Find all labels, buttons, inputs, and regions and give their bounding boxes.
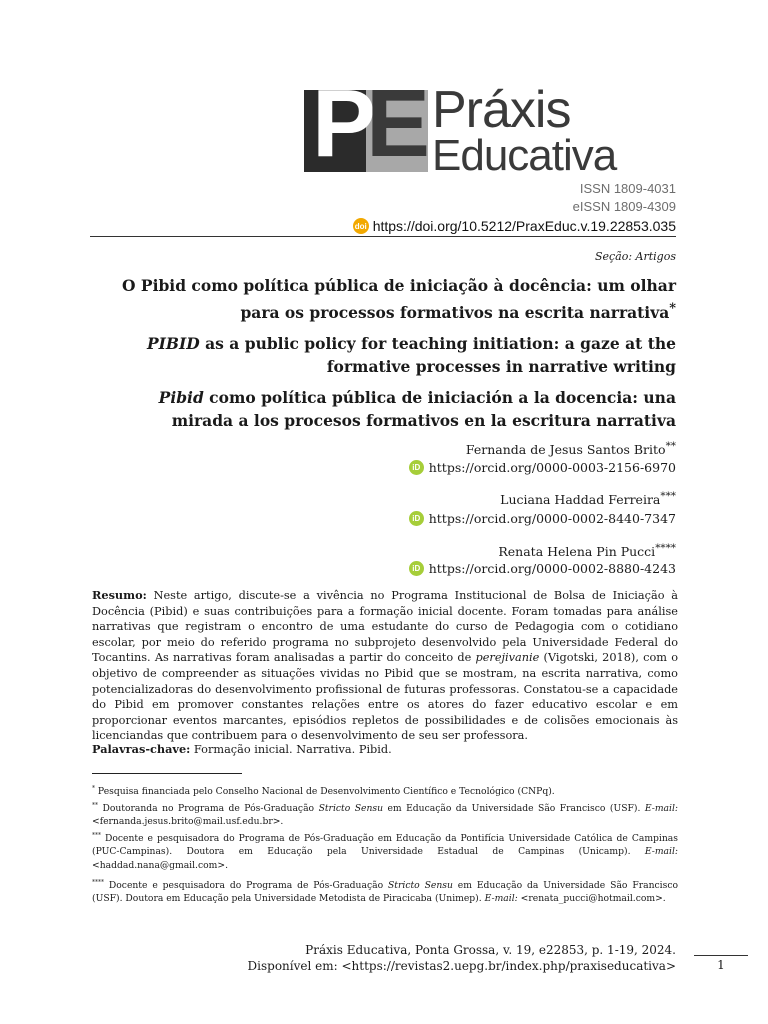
footnote-email[interactable]: <haddad.nana@gmail.com>.: [92, 859, 228, 871]
orcid-icon: iD: [409, 511, 424, 526]
footnote-1: [92, 782, 678, 798]
pe-logo-mark: [304, 70, 424, 177]
keywords: [92, 742, 678, 756]
orcid-icon: iD: [409, 561, 424, 576]
keywords-text: Formação inicial. Narrativa. Pibid.: [190, 743, 392, 756]
doi-link[interactable]: [353, 218, 676, 234]
title-es-text: como política pública de iniciación a la docencia: una mirada a los procesos formativos en la escritura narrativa: [171, 388, 676, 430]
author-2-name: Luciana Haddad Ferreira: [500, 492, 661, 508]
section-label: Seção: Artigos: [594, 250, 676, 263]
author-name: [466, 440, 676, 457]
footnote-email-label: E-mail:: [484, 893, 518, 905]
footnote-email-label: E-mail:: [644, 803, 679, 815]
page-footer: [248, 942, 676, 974]
author-name: [500, 490, 676, 507]
footnote-4: [92, 876, 678, 906]
title-es-italic: Pibid: [158, 388, 204, 407]
abstract: [92, 588, 678, 744]
title-en-text: as a public policy for teaching initiation: a gaze at the formative processes in narrative writing: [199, 334, 676, 376]
title-pt-text: O Pibid como política pública de iniciação à docência: um olhar para os processos formativos na escrita narrativa: [122, 276, 676, 323]
page-number: 1: [694, 955, 748, 972]
footnote-text: Doutoranda no Programa de Pós-Graduação: [98, 803, 319, 815]
orcid-link[interactable]: https://orcid.org/0000-0002-8880-4243: [428, 561, 676, 576]
author-2-mark: ***: [660, 490, 676, 502]
abstract-italic-term: perejivanie: [475, 651, 540, 665]
footnote-italic: Stricto Sensu: [388, 880, 453, 892]
title-pt-footnote-mark: *: [669, 301, 676, 316]
issn: ISSN 1809-4031: [579, 181, 676, 196]
orcid-icon: iD: [409, 460, 424, 475]
footnote-divider: [92, 773, 242, 774]
author-3-name: Renata Helena Pin Pucci: [498, 544, 656, 560]
footnote-text: Docente e pesquisadora do Programa de Pós-Graduação em Educação da Pontifícia Universidade Católica de Campinas (PUC-Campinas). Doutora em Educação pela Universidade Estadual de Campinas (Unicamp).: [92, 833, 678, 858]
abstract-text-b: (Vigotski, 2018), com o objetivo de compreender as situações vividas no Pibid que se mostram, na escrita narrativa, como potencializadoras do desenvolvimento profissional de futuras professoras. Constatou-se a capacidade do Pibid em promover constantes relações entre os atores do fazer educativo escolar e em proporcionar eventos marcantes, episódios repletos de possibilidades e de colisões emocionais às licenciandas que contribuem para o desenvolvimento de seu ser professora.: [92, 651, 678, 743]
journal-name-line2: Educativa: [432, 131, 617, 180]
journal-logo: [304, 70, 676, 180]
footnote-text: em Educação da Universidade São Francisco (USF). Doutora em Educação pela Universidade Metodista de Piracicaba (Unimep).: [92, 880, 678, 905]
header-divider: [90, 236, 676, 237]
footnote-mark: **: [92, 802, 98, 809]
footnote-text: Pesquisa financiada pelo Conselho Nacional de Desenvolvimento Científico e Tecnológico (CNPq).: [95, 786, 555, 798]
author-name: [498, 542, 676, 559]
author-1-orcid[interactable]: [409, 460, 676, 475]
author-1-mark: **: [665, 440, 676, 452]
title-es: [116, 386, 676, 432]
footnote-email[interactable]: <renata_pucci@hotmail.com>.: [517, 893, 666, 905]
eissn: eISSN 1809-4309: [572, 199, 676, 214]
footnote-text: em Educação da Universidade São Francisco (USF).: [383, 803, 645, 815]
orcid-link[interactable]: https://orcid.org/0000-0002-8440-7347: [428, 511, 676, 526]
abstract-label: Resumo:: [92, 588, 147, 602]
author-3-orcid[interactable]: [409, 561, 676, 576]
doi-icon: doi: [353, 218, 369, 234]
footnote-mark: ****: [92, 879, 104, 886]
footnote-email[interactable]: <fernanda.jesus.brito@mail.usf.edu.br>.: [92, 816, 284, 828]
citation-line: Práxis Educativa, Ponta Grossa, v. 19, e22853, p. 1-19, 2024.: [305, 943, 676, 957]
journal-name-line1: Práxis: [432, 81, 571, 139]
footnote-mark: ***: [92, 832, 101, 839]
footnote-email-label: E-mail:: [644, 846, 678, 858]
title-en: [116, 332, 676, 378]
footnote-2: [92, 799, 678, 829]
author-1-name: Fernanda de Jesus Santos Brito: [465, 442, 666, 458]
availability-line: Disponível em: <https://revistas2.uepg.br/index.php/praxiseducativa>: [247, 959, 676, 973]
doi-url[interactable]: https://doi.org/10.5212/PraxEduc.v.19.22853.035: [372, 218, 676, 234]
author-3-mark: ****: [655, 542, 676, 554]
title-pt: [116, 274, 676, 324]
keywords-label: Palavras-chave:: [92, 742, 191, 756]
pe-logo-letters: PE: [312, 70, 421, 177]
author-2-orcid[interactable]: [409, 511, 676, 526]
abstract-text-a: Neste artigo, discute-se a vivência no Programa Institucional de Bolsa de Iniciação à Docência (Pibid) e suas contribuições para a formação inicial docente. Foram tomadas para análise narrativas que registram o encontro de uma estudante do curso de Pedagogia com o cotidiano escolar, por meio do referido programa no subprojeto desenvolvido pela Universidade Federal do Tocantins. As narrativas foram analisadas a partir do conceito de: [92, 589, 678, 665]
title-en-italic: PIBID: [147, 334, 200, 353]
footnote-italic: Stricto Sensu: [318, 803, 383, 815]
footnote-3: [92, 829, 678, 872]
footnote-mark: *: [92, 785, 95, 792]
orcid-link[interactable]: https://orcid.org/0000-0003-2156-6970: [428, 460, 676, 475]
footnote-text: Docente e pesquisadora do Programa de Pós-Graduação: [104, 880, 389, 892]
